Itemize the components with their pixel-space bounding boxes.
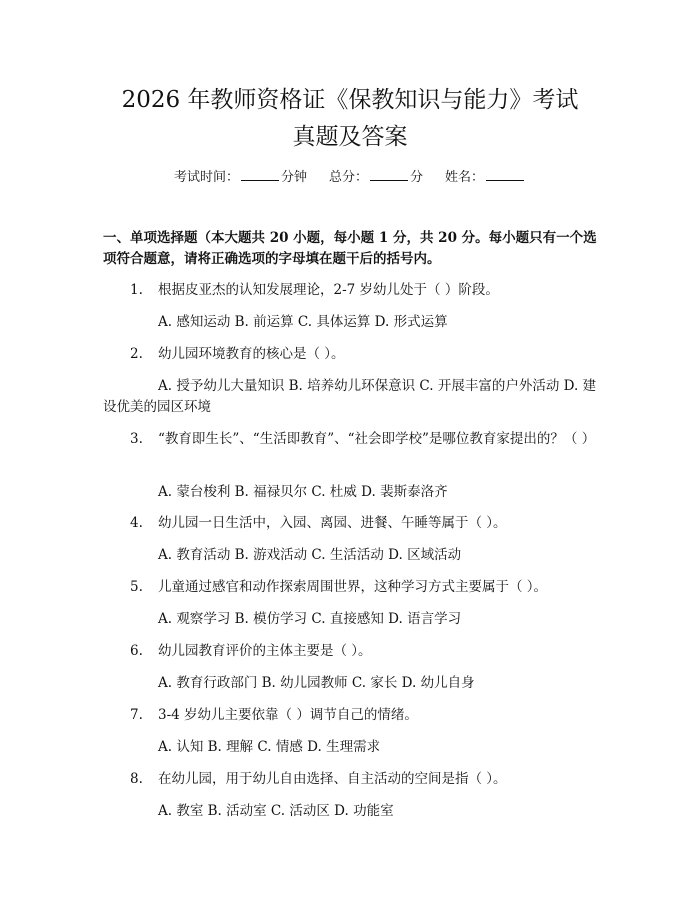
question-number: 4. (130, 515, 143, 531)
options-text: A. 教育行政部门 B. 幼儿园教师 C. 家长 D. 幼儿自身 (158, 675, 475, 691)
score-blank[interactable] (370, 168, 408, 181)
question-item (103, 344, 603, 365)
question-stem: 根据皮亚杰的认知发展理论，2-7 岁幼儿处于（ ）阶段。 (158, 282, 499, 298)
options-text: A. 观察学习 B. 模仿学习 C. 直接感知 D. 语言学习 (158, 611, 462, 627)
score-unit: 分 (410, 170, 424, 185)
question-stem: 幼儿园教育评价的主体主要是（ ）。 (158, 643, 372, 659)
options-text: A. 授予幼儿大量知识 B. 培养幼儿环保意识 C. 开展丰富的户外活动 D. 建设优美的园区环境 (103, 378, 597, 415)
question-number: 3. (130, 431, 143, 447)
options-text: A. 认知 B. 理解 C. 情感 D. 生理需求 (158, 739, 381, 755)
question-stem: 幼儿园一日生活中，入园、离园、进餐、午睡等属于（ ）。 (158, 515, 507, 531)
question-options (103, 376, 598, 418)
question-item (103, 769, 603, 790)
question-item (103, 513, 603, 534)
options-text: A. 蒙台梭利 B. 福禄贝尔 C. 杜威 D. 裴斯泰洛齐 (158, 484, 448, 500)
page-title: 2026 年教师资格证《保教知识与能力》考试 (121, 87, 579, 113)
question-stem: 幼儿园环境教育的核心是（ ）。 (158, 346, 345, 362)
question-number: 5. (130, 579, 143, 595)
section-heading: 一、单项选择题（本大题共 20 小题，每小题 1 分，共 20 分。每小题只有一个选项符合题意，请将正确选项的字母填在题干后的括号内。 (103, 230, 597, 267)
question-number: 6. (130, 643, 143, 659)
name-blank[interactable] (486, 168, 524, 181)
question-item (103, 641, 603, 662)
question-stem: 在幼儿园，用于幼儿自由选择、自主活动的空间是指（ ）。 (158, 771, 507, 787)
question-item (103, 280, 603, 301)
time-label: 考试时间： (173, 170, 239, 185)
question-number: 7. (130, 707, 143, 723)
question-options (103, 609, 598, 630)
time-unit: 分钟 (280, 170, 307, 185)
name-label: 姓名： (445, 170, 485, 185)
question-number: 8. (130, 771, 143, 787)
question-options (103, 482, 598, 503)
options-text: A. 教育活动 B. 游戏活动 C. 生活活动 D. 区域活动 (158, 547, 462, 563)
question-item (103, 577, 603, 598)
question-item (103, 705, 603, 726)
question-stem: 3-4 岁幼儿主要依靠（ ）调节自己的情绪。 (158, 707, 418, 723)
question-options (103, 737, 598, 758)
question-number: 1. (130, 282, 143, 298)
question-stem: 儿童通过感官和动作探索周围世界，这种学习方式主要属于（ ）。 (158, 579, 548, 595)
options-text: A. 教室 B. 活动室 C. 活动区 D. 功能室 (158, 803, 394, 819)
question-options (103, 545, 598, 566)
question-options (103, 312, 598, 333)
page-subtitle: 真题及答案 (292, 124, 408, 150)
question-number: 2. (130, 346, 143, 362)
exam-info-line (0, 168, 700, 188)
question-item (103, 429, 603, 450)
question-stem: “教育即生长”、“生活即教育”、“社会即学校”是哪位教育家提出的？（ ） (158, 431, 596, 447)
time-blank[interactable] (241, 168, 279, 181)
options-text: A. 感知运动 B. 前运算 C. 具体运算 D. 形式运算 (158, 314, 448, 330)
question-options (103, 673, 598, 694)
score-label: 总分： (328, 170, 368, 185)
question-options (103, 801, 598, 822)
